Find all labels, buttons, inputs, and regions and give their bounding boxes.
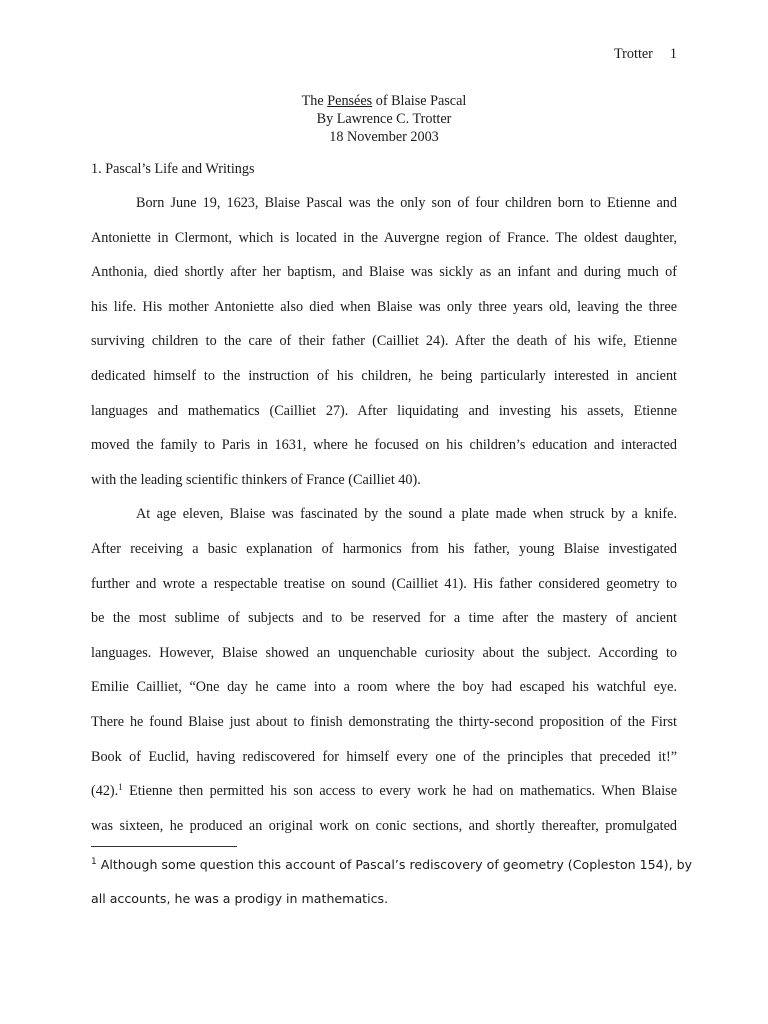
document-date: 18 November 2003 (329, 129, 439, 145)
page-number: 1 (669, 46, 677, 62)
footnote-reference[interactable]: 1 (118, 782, 123, 793)
body-line: There he found Blaise just about to finish demonstrating the thirty-second proposition of the First (91, 713, 677, 730)
document-title (0, 92, 768, 110)
body-line: dedicated himself to the instruction of his children, he being particularly interested in ancient (91, 367, 677, 384)
body-text (91, 190, 677, 847)
footnote-line (91, 848, 693, 882)
body-line: Antoniette in Clermont, which is located in the Auvergne region of France. The oldest daughter, (91, 229, 677, 246)
running-header (614, 46, 677, 63)
section-heading: 1. Pascal’s Life and Writings (91, 161, 255, 177)
title-work: Pensées (327, 93, 373, 109)
body-line: be the most sublime of subjects and to be reserved for a time after the mastery of ancient (91, 610, 677, 627)
body-line: surviving children to the care of their father (Cailliet 24). After the death of his wife, Etienne (91, 333, 677, 350)
body-line: his life. His mother Antoniette also died when Blaise was only three years old, leaving the three (91, 298, 677, 315)
body-line-with-footnote-ref (91, 778, 677, 813)
footnote (91, 848, 693, 916)
body-line: moved the family to Paris in 1631, where he focused on his children’s education and interacted (91, 437, 677, 454)
footnote-text-1: Although some question this account of Pascal’s rediscovery of geometry (Copleston 154), by (96, 857, 693, 872)
body-line: After receiving a basic explanation of harmonics from his father, young Blaise investigated (91, 540, 677, 557)
body-line: with the leading scientific thinkers of France (Cailliet 40). (91, 471, 421, 488)
body-line-continuation: Etienne then permitted his son access to every work he had on mathematics. When Blaise (129, 783, 677, 800)
header-author: Trotter (614, 46, 653, 62)
byline: By Lawrence C. Trotter (316, 111, 452, 127)
body-line: At age eleven, Blaise was fascinated by the sound a plate made when struck by a knife. (136, 506, 677, 523)
footnote-separator (91, 846, 237, 847)
body-line: further and wrote a respectable treatise on sound (Cailliet 41). His father considered geometry to (91, 575, 677, 592)
body-line: Book of Euclid, having rediscovered for himself every one of the principles that preceded it!” (91, 748, 677, 765)
footnote-line: all accounts, he was a prodigy in mathematics. (91, 891, 389, 906)
body-line: Emilie Cailliet, “One day he came into a room where the boy had escaped his watchful eye. (91, 679, 677, 696)
body-line: languages. However, Blaise showed an unquenchable curiosity about the subject. According to (91, 644, 677, 661)
body-line: languages and mathematics (Cailliet 27). After liquidating and investing his assets, Etienne (91, 402, 677, 419)
citation-text: (42). (91, 783, 119, 800)
body-line: Anthonia, died shortly after her baptism, and Blaise was sickly as an infant and during much of (91, 264, 677, 281)
title-prefix: The (301, 93, 328, 109)
title-block (0, 92, 768, 146)
footnote-marker: 1 (91, 857, 97, 867)
body-line: was sixteen, he produced an original work on conic sections, and shortly thereafter, promulgated (91, 817, 677, 834)
body-line: Born June 19, 1623, Blaise Pascal was the only son of four children born to Etienne and (136, 195, 677, 211)
title-suffix: of Blaise Pascal (372, 93, 467, 109)
